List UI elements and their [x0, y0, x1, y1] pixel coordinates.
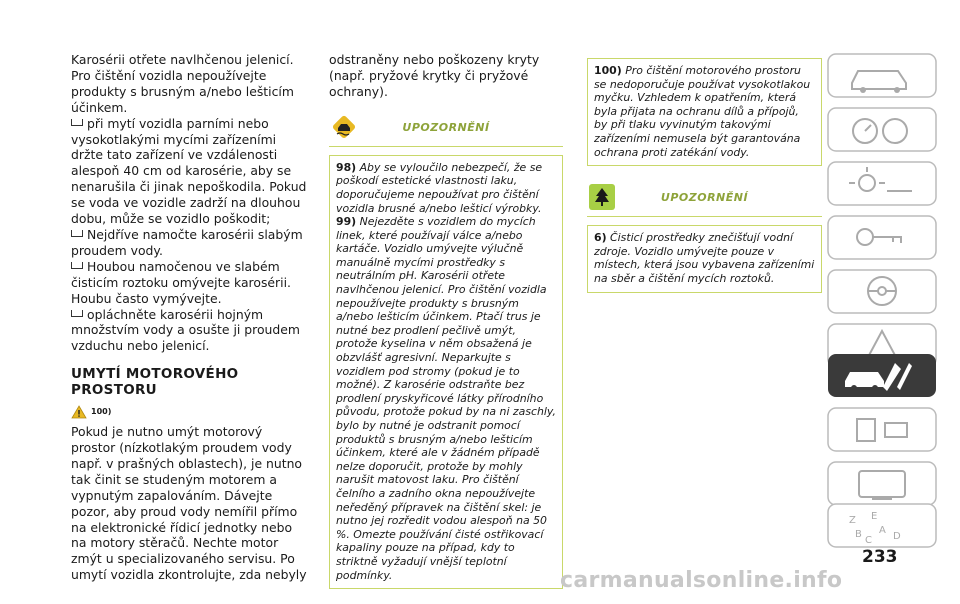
svg-text:A: A — [879, 525, 886, 536]
warning-item — [594, 64, 815, 159]
warning-item — [336, 215, 556, 582]
warning-title: UPOZORNĚNÍ — [660, 191, 749, 205]
steering-wheel-icon — [827, 269, 937, 314]
bullet-item — [71, 259, 307, 307]
warning-box — [329, 155, 563, 589]
page-number: 233 — [862, 547, 898, 567]
tab-technical-data[interactable] — [827, 407, 937, 452]
tab-driving[interactable] — [827, 269, 937, 314]
warning-text: Čisticí prostředky znečišťují vodní zdroje. Vozidlo umývejte pouze v místech, která jsou vybavena zařízeními na sběr a čištění mycích roztoků. — [594, 231, 815, 285]
svg-text:B: B — [855, 529, 862, 540]
section-heading: UMYTÍ MOTOROVÉHO PROSTORU — [71, 366, 239, 399]
warning-header — [587, 180, 822, 217]
warning-box — [587, 225, 822, 292]
warning-ref-number: 100) — [91, 407, 112, 417]
warning-item — [336, 161, 556, 215]
warning-item — [594, 231, 815, 285]
square-bullet-icon — [71, 262, 83, 269]
column-2 — [329, 52, 563, 589]
square-bullet-icon — [71, 310, 83, 317]
bullet-item — [71, 307, 307, 355]
svg-text:C: C — [865, 535, 872, 546]
warning-number: 98) — [336, 160, 357, 174]
tab-starting[interactable] — [827, 215, 937, 260]
technical-data-icon — [827, 407, 937, 452]
tab-maintenance-active[interactable] — [827, 353, 937, 398]
bullet-text: Nejdříve namočte karosérii slabým proudem vody. — [71, 226, 303, 258]
bullet-item — [71, 116, 307, 227]
bullet-text: při mytí vozidla parními nebo vysokotlakými mycími zařízeními držte tato zařízení ve vzdálenosti alespoň 40 cm od karosérie, aby se nenarušila či jinak nepoškodila. Pokud se voda ve vozidle zadrží na dlouhou dobu, může se vozidlo poškodit; — [71, 115, 307, 227]
warning-text: Nejezděte s vozidlem do mycích linek, které používají válce a/nebo kartáče. Vozidlo umývejte výlučně manuálně mycími prostředky s neutrálním pH. Karosérii otřete navlhčenou jelenicí. Pro čištění vozidla nepoužívejte produkty s brusným a/nebo lešticím účinkem. Ptačí trus je nutné bez prodlení pečlivě umýt, protože kyselina v něm obsažená je obzvlášť agresivní. Neparkujte s vozidlem pod stromy (pokud je to možné). Z karosérie odstraňte bez prodlení pryskyřicové látky přírodního původu, protože pokud by na ni zaschly, bylo by nutné je odstranit pomocí produktů s brusným a/nebo lešticím účinkem, které ale v žádném případě nelze doporučit, protože by mohly narušit matovost laku. Pro čištění čelního a zadního okna nepoužívejte neředěný přípravek na čištění skel: je nutno jej rozředit vodou alespoň na 50 %. Omezte používání čisté ostřikovací kapaliny pouze na případ, kdy to striktně vyžadují vnější teplotní podmínky. — [336, 215, 556, 582]
warning-number: 100) — [594, 64, 622, 77]
intro-paragraph: Karosérii otřete navlhčenou jelenicí. Pro čištění vozidla nepoužívejte produkty s brusným a/nebo lešticím účinkem. — [71, 52, 294, 115]
svg-text:E: E — [871, 511, 878, 522]
svg-text:Z: Z — [849, 515, 856, 526]
tab-index[interactable] — [827, 503, 937, 548]
dashboard-gauge-icon — [827, 107, 937, 152]
alphabet-index-icon — [827, 503, 937, 548]
warning-box — [587, 58, 822, 166]
warning-title: UPOZORNĚNÍ — [402, 120, 490, 134]
warning-text: Pro čištění motorového prostoru se nedoporučuje používat vysokotlakou myčku. Vzhledem k opatřením, která byla přijata na ochranu dílů a přípojů, by při tlaku vyvinutým takovými zařízeními nemusela být garantována ochrana proti zatékání vody. — [594, 64, 811, 159]
warning-triangle-icon — [71, 405, 87, 419]
key-icon — [827, 215, 937, 260]
warning-header — [329, 110, 563, 147]
square-bullet-icon — [71, 230, 83, 237]
square-bullet-icon — [71, 119, 83, 126]
tab-dashboard[interactable] — [827, 107, 937, 152]
light-sun-icon — [827, 161, 937, 206]
warning-number: 6) — [594, 231, 607, 245]
bullet-text: Houbou namočenou ve slabém čisticím roztoku omývejte karosérii. Houbu často vymývejte. — [71, 258, 291, 306]
svg-text:D: D — [893, 531, 901, 542]
multimedia-icon — [827, 461, 937, 506]
car-wrench-icon — [827, 353, 937, 398]
bullet-text: opláchněte karosérii hojným množstvím vody a osušte ji proudem vzduchu nebo jelenicí. — [71, 306, 300, 354]
car-overview-icon — [827, 53, 937, 98]
column-1 — [71, 52, 307, 583]
tab-multimedia[interactable] — [827, 461, 937, 506]
warning-reference — [71, 404, 307, 420]
tab-vehicle-overview[interactable] — [827, 53, 937, 98]
column-3 — [587, 52, 822, 293]
tab-safety[interactable] — [827, 161, 937, 206]
engine-paragraph: Pokud je nutno umýt motorový prostor (nízkotlakým proudem vody např. v prašných oblastech), je nutno tak činit se studeným motorem a vypnutým zapalováním. Dávejte pozor, aby proud vody nemířil přímo na elektronické řídicí jednotky nebo na motory stěračů. Nechte motor zmýt u specializovaného servisu. Po umytí vozidla zkontrolujte, zda nebyly — [71, 424, 307, 583]
warning-text: Aby se vyloučilo nebezpečí, že se poškodí estetické vlastnosti laku, doporučujeme nepoužívat pro čištění vozidla brusné a/nebo lešticí výrobky. — [336, 160, 543, 215]
bullet-item — [71, 227, 307, 259]
watermark: carmanualsonline.info — [560, 568, 843, 593]
warning-number: 99) — [336, 215, 357, 229]
continued-paragraph: odstraněny nebo poškozeny kryty (např. pryžové krytky či pryžové ochrany). — [329, 52, 540, 99]
